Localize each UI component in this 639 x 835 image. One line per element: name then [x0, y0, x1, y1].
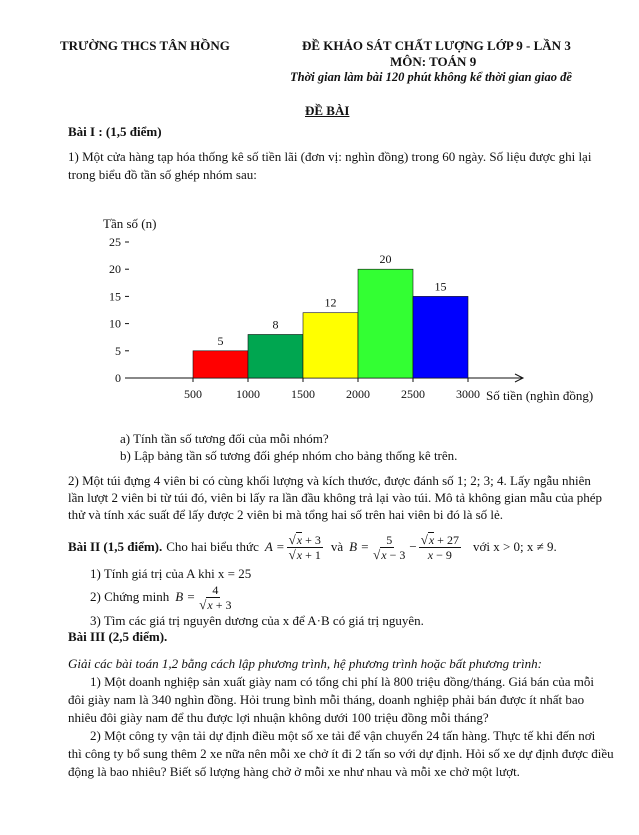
histogram-bar [248, 334, 303, 378]
expr-b-fraction-2: $\frac{√x + 27}{x - 9}$ [420, 531, 459, 562]
x-tick-label: 3000 [456, 387, 480, 401]
bar-value-label: 8 [272, 317, 279, 332]
histogram-bar [358, 269, 413, 378]
bar-value-label: 5 [217, 333, 224, 348]
x-axis-title: Số tiền (nghìn đồng) [486, 388, 594, 403]
bai2-q2-line [90, 580, 236, 614]
bar-value-label: 12 [324, 295, 337, 310]
y-tick-label: 10 [109, 316, 121, 331]
bai1-q2-line1: 2) Một túi đựng 4 viên bi có cùng khối lượng và kích thước, được đánh số 1; 2; 3; 4. Lấy ngẫu nhiên [68, 473, 591, 488]
expr-a-fraction: $\frac{√x + 3}{√x + 1}$ [288, 531, 321, 562]
y-tick-label: 0 [115, 371, 121, 385]
bai2-heading: Bài II (1,5 điểm). [68, 539, 163, 554]
bar-value-label: 15 [434, 279, 447, 294]
exam-title: ĐỀ KHẢO SÁT CHẤT LƯỢNG LỚP 9 - LẦN 3 [302, 38, 571, 53]
histogram-bar [303, 313, 358, 378]
expr-b-label: B = [349, 539, 370, 554]
section-title: ĐỀ BÀI [305, 103, 350, 118]
bar-value-label: 20 [379, 252, 392, 267]
bai1-q2-line2: lần lượt 2 viên bi từ túi đó, viên bi lấy ra lần đầu không trả lại vào túi. Mô tả không gian mẫu của phép [68, 490, 602, 505]
bai2-intro: Cho hai biểu thức [166, 539, 259, 554]
x-tick-label: 1500 [291, 387, 315, 401]
q2-b-label: B = [175, 589, 196, 604]
expr-b-fraction-1: $\frac{5}{√x - 3}$ [373, 532, 406, 562]
y-tick-label: 15 [109, 289, 121, 304]
histogram-bar [413, 296, 468, 378]
x-tick-label: 2500 [401, 387, 425, 401]
bai2-q3: 3) Tìm các giá trị nguyên dương của x để A·B có giá trị nguyên. [90, 613, 424, 628]
y-axis-title: Tần số (n) [103, 216, 157, 231]
minus-sign: − [409, 539, 417, 554]
y-tick-label: 5 [115, 343, 121, 358]
bai3-heading: Bài III (2,5 điểm). [68, 629, 168, 644]
bai1-q1-line1: 1) Một cửa hàng tạp hóa thống kê số tiền lãi (đơn vị: nghìn đồng) trong 60 ngày. Số liệu được ghi lại [68, 149, 592, 164]
time-note: Thời gian làm bài 120 phút không kể thời gian giao đề [290, 70, 572, 84]
y-tick-label: 20 [109, 262, 121, 277]
bai3-p1-line3: nhiêu đôi giày nam để thu được lợi nhuận không dưới 100 triệu đồng mỗi tháng? [68, 710, 489, 725]
frequency-histogram [85, 212, 615, 412]
bai3-p1-line1: 1) Một doanh nghiệp sản xuất giày nam có tổng chi phí là 800 triệu đồng/tháng. Giá bán của mỗi [90, 674, 595, 689]
bai1-q1-line2: trong biểu đồ tần số ghép nhóm sau: [68, 167, 257, 182]
bai2-and: và [330, 539, 344, 554]
x-tick-label: 500 [184, 387, 202, 401]
histogram-bar [193, 351, 248, 378]
bai1-sub-a: a) Tính tần số tương đối của mỗi nhóm? [120, 431, 329, 446]
bai1-q2-line3: thử và tính xác suất để lấy được 2 viên bi mà tổng hai số trên hai viên bi đó là số lẻ. [68, 507, 504, 522]
x-tick-label: 2000 [346, 387, 370, 401]
expr-a-label: A = [264, 539, 285, 554]
bai1-heading: Bài I : (1,5 điểm) [68, 124, 162, 139]
bai2-q2: 2) Chứng minh [90, 589, 170, 604]
bai3-p1-line2: đôi giày nam là 340 nghìn đồng. Hỏi trung bình mỗi tháng, doanh nghiệp phải bán được ít nhất bao [68, 692, 585, 707]
q2-b-fraction: $\frac{4}{√x + 3}$ [199, 582, 232, 612]
y-tick-label: 25 [109, 235, 121, 249]
subject-title: MÔN: TOÁN 9 [390, 54, 477, 69]
bai2-expression-line [68, 530, 557, 564]
bai3-p2-line2: thì công ty bổ sung thêm 2 xe nữa nên mỗi xe chở ít đi 2 tấn so với dự định. Hỏi số xe dự định được điều [68, 746, 614, 761]
x-tick-label: 1000 [236, 387, 260, 401]
bai3-p2-line1: 2) Một công ty vận tải dự định điều một số xe tải để vận chuyển 24 tấn hàng. Thực tế khi đến nơi [90, 728, 596, 743]
bai1-sub-b: b) Lập bảng tần số tương đối ghép nhóm cho bảng thống kê trên. [120, 448, 458, 463]
bai3-instruction: Giải các bài toán 1,2 bằng cách lập phương trình, hệ phương trình hoặc bất phương trình: [68, 656, 542, 671]
bai3-p2-line3: động là bao nhiêu? Biết số lượng hàng chở ở mỗi xe như nhau và mỗi xe chở một lượt. [68, 764, 520, 779]
bai2-q1: 1) Tính giá trị của A khi x = 25 [90, 566, 252, 581]
school-name: TRƯỜNG THCS TÂN HỒNG [60, 38, 230, 53]
bai2-condition: với x > 0; x ≠ 9. [472, 539, 557, 554]
